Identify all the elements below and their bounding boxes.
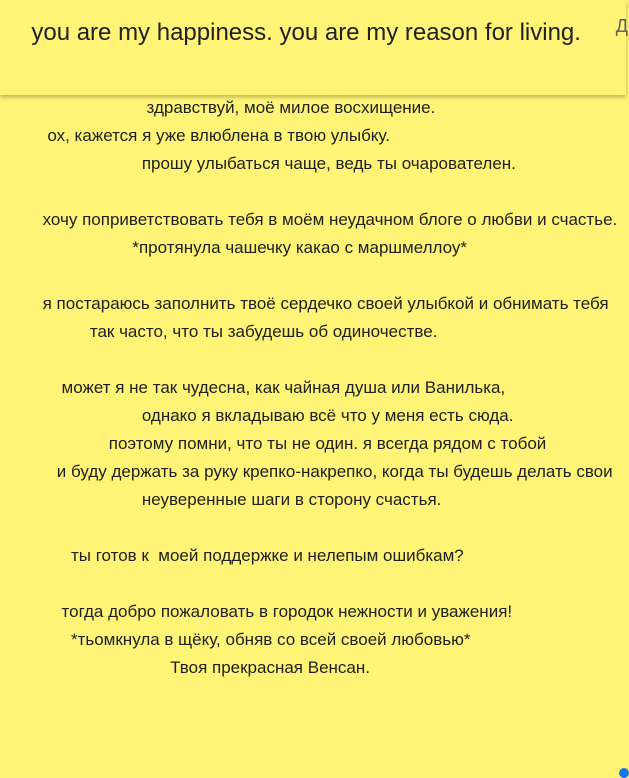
corner-icon[interactable]: Д bbox=[615, 16, 628, 36]
note-body[interactable]: здравствуй, моё милое восхищение. ох, кажется я уже влюблена в твою улыбку. прошу улыбаться чаще, ведь ты очарователен. хочу поприветствовать тебя в моём неудачном блоге о любви и счастье. *протянула чашечку какао с маршмеллоу* я постараюсь заполнить твоё сердечко своей улыбкой и обнимать тебя так часто, что ты забудешь об одиночестве. может я не так чудесна, как чайная душа или Ванилька, однако я вкладываю всё что у меня есть сюда. поэтому помни, что ты не один. я всегда рядом с тобой и буду держать за руку крепко-накрепко, когда ты будешь делать свои неуверенные шаги в сторону счастья. ты готов к моей поддержке и нелепым ошибкам? тогда добро пожаловать в городок нежности и уважения! *тьомкнула в щёку, обняв со всей своей любовью* Твоя прекрасная Венсан. bbox=[42, 98, 618, 677]
note-title[interactable]: you are my happiness. you are my reason for living. bbox=[18, 19, 581, 46]
scroll-indicator bbox=[619, 768, 629, 778]
note-header bbox=[0, 0, 626, 95]
